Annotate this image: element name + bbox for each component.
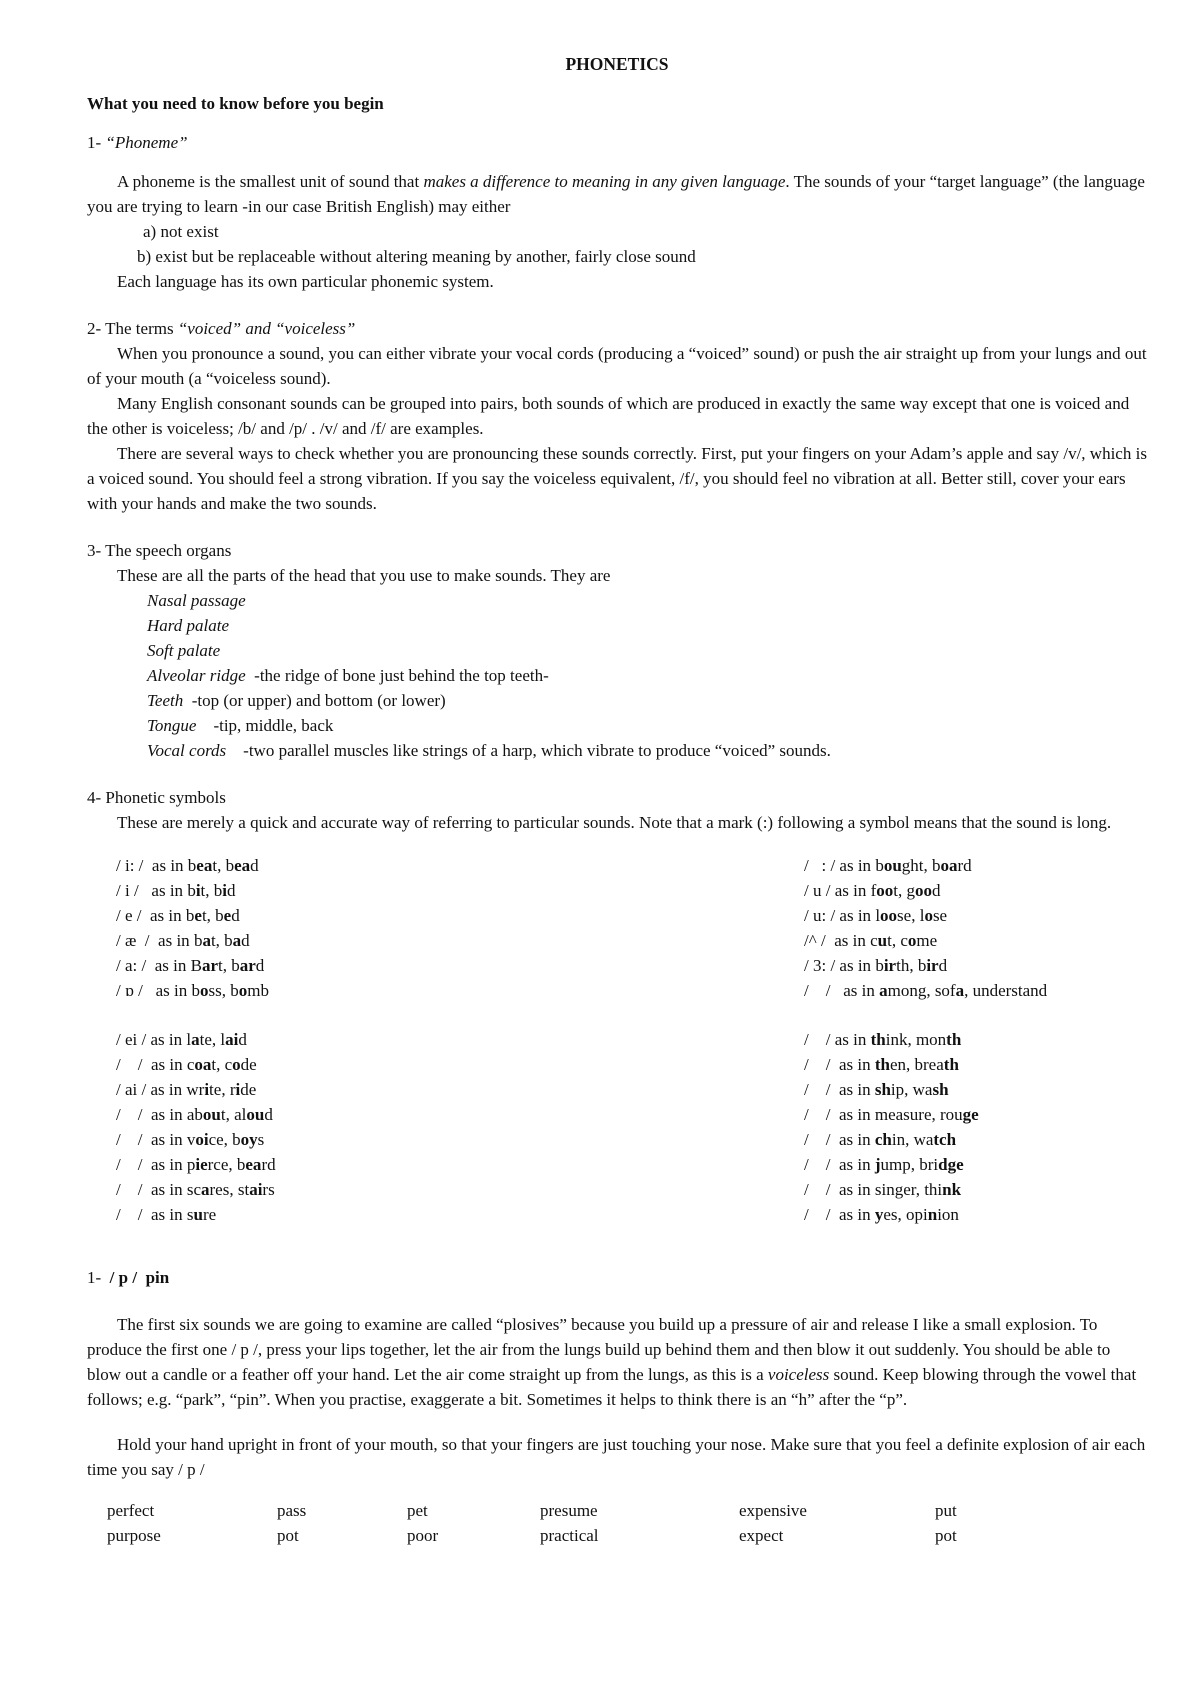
- symbol-row: [804, 953, 1047, 978]
- example-text: wr: [186, 1080, 205, 1099]
- example-text: d: [238, 1030, 247, 1049]
- example-highlight: a: [232, 931, 242, 950]
- example-text: B: [190, 956, 202, 975]
- practice-word: practical: [540, 1526, 599, 1545]
- lesson-number: 1-: [87, 1268, 102, 1287]
- organ-desc: -top (or upper) and bottom (or lower): [183, 691, 446, 710]
- symbol-row: [116, 1202, 276, 1227]
- example-highlight: ou: [202, 1105, 221, 1124]
- example-highlight: ir: [926, 956, 939, 975]
- as-in-label: as in: [830, 981, 880, 1000]
- practice-word: perfect: [107, 1501, 155, 1520]
- symbol-row: [116, 928, 276, 953]
- section-term: “Phoneme”: [105, 133, 188, 152]
- example-text: in, wa: [891, 1130, 934, 1149]
- symbol: / ai /: [116, 1080, 147, 1099]
- practice-word: purpose: [107, 1526, 161, 1545]
- as-in-label: as in: [146, 956, 191, 975]
- example-highlight: oi: [195, 1130, 209, 1149]
- organ-name: Teeth: [147, 691, 184, 710]
- as-in-label: as in: [825, 931, 871, 950]
- symbol: / /: [804, 1080, 831, 1099]
- as-in-label: as in: [142, 1180, 187, 1199]
- as-in-label: as in: [830, 1205, 875, 1224]
- as-in-label: as in: [142, 981, 192, 1000]
- example-highlight: th: [943, 1055, 959, 1074]
- symbol: / /: [804, 1180, 831, 1199]
- example-text: t, b: [210, 931, 233, 950]
- example-text: v: [186, 1130, 196, 1149]
- example-highlight: ge: [962, 1105, 979, 1124]
- symbol-group: [804, 853, 1047, 1003]
- example-text: b: [875, 856, 884, 875]
- example-text: b: [191, 981, 200, 1000]
- as-in-label: as in: [835, 856, 876, 875]
- example-highlight: oa: [940, 856, 958, 875]
- example-text: te, l: [199, 1030, 226, 1049]
- symbol-group: [116, 853, 276, 1003]
- symbol: / /: [116, 1105, 143, 1124]
- example-highlight: u: [193, 1205, 203, 1224]
- lesson-word: pin: [145, 1268, 170, 1287]
- list-item-a: a) not exist: [143, 222, 219, 241]
- example-text: ss, b: [208, 981, 239, 1000]
- example-text: sc: [186, 1180, 202, 1199]
- symbol-row: [116, 953, 276, 978]
- symbol-row: [116, 978, 276, 1003]
- as-in-label: as in: [830, 1055, 875, 1074]
- example-text: re: [202, 1205, 217, 1224]
- practice-word: pot: [277, 1526, 299, 1545]
- practice-word: presume: [540, 1501, 598, 1520]
- symbol: / ɒ /: [116, 981, 143, 1000]
- example-text: se: [932, 906, 948, 925]
- as-in-label: as in: [830, 1080, 875, 1099]
- example-highlight: i: [204, 1080, 210, 1099]
- symbol: / /: [116, 1205, 143, 1224]
- symbol-row: [116, 1177, 276, 1202]
- example-highlight: th: [874, 1055, 890, 1074]
- as-in-label: as in: [830, 1180, 875, 1199]
- example-text: d: [250, 856, 259, 875]
- example-text: th, b: [896, 956, 927, 975]
- example-text: d: [255, 956, 265, 975]
- as-in-label: as in: [830, 1130, 875, 1149]
- speech-organs-list: [87, 588, 1147, 763]
- symbol: / /: [804, 1130, 831, 1149]
- symbol-row: [804, 1177, 1047, 1202]
- symbol-row: [116, 1102, 276, 1127]
- example-text: rce, b: [207, 1155, 246, 1174]
- practice-word: expect: [739, 1526, 784, 1545]
- symbol-row: [804, 1127, 1047, 1152]
- example-text: ght, b: [901, 856, 941, 875]
- example-text: b: [193, 931, 203, 950]
- text-run: A phoneme is the smallest unit of sound that: [117, 172, 424, 191]
- symbol-row: [116, 1077, 276, 1102]
- example-text: s: [257, 1130, 265, 1149]
- example-highlight: oo: [876, 881, 894, 900]
- organ-name: Soft palate: [147, 641, 221, 660]
- symbol-row: [804, 1202, 1047, 1227]
- example-highlight: tch: [933, 1130, 957, 1149]
- example-highlight: o: [199, 981, 209, 1000]
- emphasis: makes a difference to meaning in any given language: [423, 172, 786, 191]
- organ-name: Tongue: [147, 716, 197, 735]
- example-text: s: [186, 1205, 194, 1224]
- as-in-label: as in: [143, 856, 188, 875]
- organ-item: [87, 638, 1147, 663]
- organ-desc: -the ridge of bone just behind the top teeth-: [245, 666, 549, 685]
- organ-name: Nasal passage: [147, 591, 246, 610]
- as-in-label: as in: [142, 1130, 187, 1149]
- example-text: rd: [261, 1155, 276, 1174]
- example-highlight: a: [201, 1180, 210, 1199]
- example-text: t, b: [218, 956, 240, 975]
- example-highlight: j: [874, 1155, 881, 1174]
- practice-word: put: [935, 1501, 957, 1520]
- example-highlight: th: [870, 1030, 886, 1049]
- example-text: de: [240, 1055, 257, 1074]
- example-text: c: [186, 1055, 195, 1074]
- symbol-group: [116, 1027, 276, 1227]
- symbol: / u: /: [804, 906, 836, 925]
- symbol-row: [804, 978, 1047, 1003]
- as-in-label: as in: [138, 881, 188, 900]
- example-text: t, c: [211, 1055, 233, 1074]
- example-text: res, st: [209, 1180, 250, 1199]
- example-highlight: o: [238, 981, 248, 1000]
- document-page: [87, 52, 1147, 1550]
- example-text: b: [875, 956, 884, 975]
- lesson-heading: [87, 1265, 1147, 1290]
- example-highlight: oa: [194, 1055, 212, 1074]
- section-label: Phonetic symbols: [105, 788, 226, 807]
- example-text: me: [916, 931, 938, 950]
- example-highlight: dge: [938, 1155, 964, 1174]
- example-text: se, l: [897, 906, 925, 925]
- as-in-label: as in: [142, 1205, 187, 1224]
- example-text: ce, b: [208, 1130, 241, 1149]
- example-text: ip, wa: [890, 1080, 933, 1099]
- example-text: b: [187, 881, 196, 900]
- example-text: ion: [937, 1205, 959, 1224]
- section-2-paragraph-2: Many English consonant sounds can be grouped into pairs, both sounds of which are produced in exactly the same way except that one is voiced and the other is voiceless; /b/ and /p/ . /v/ and /f/ are examples.: [87, 394, 1130, 438]
- example-highlight: ou: [246, 1105, 265, 1124]
- example-highlight: i: [235, 1080, 241, 1099]
- section-number: 1-: [87, 133, 102, 152]
- as-in-label: as in: [142, 1105, 187, 1124]
- as-in-label: as in: [835, 906, 876, 925]
- symbol: / i: /: [116, 856, 144, 875]
- symbol-row: [116, 853, 276, 878]
- section-number: 2-: [87, 319, 102, 338]
- example-highlight: n: [927, 1205, 938, 1224]
- symbol-row: [804, 928, 1047, 953]
- example-highlight: ea: [196, 856, 213, 875]
- organ-item: [87, 738, 1147, 763]
- example-highlight: a: [955, 981, 965, 1000]
- example-highlight: sh: [932, 1080, 949, 1099]
- section-label: The terms: [105, 319, 178, 338]
- example-text: ab: [186, 1105, 203, 1124]
- example-text: mb: [247, 981, 269, 1000]
- symbol: / i /: [116, 881, 139, 900]
- example-text: t, b: [200, 881, 223, 900]
- example-highlight: ar: [201, 956, 218, 975]
- example-highlight: o: [907, 931, 917, 950]
- example-text: b: [185, 906, 195, 925]
- example-text: d: [932, 881, 941, 900]
- intro-heading: What you need to know before you begin: [87, 94, 384, 113]
- example-text: ink, mon: [885, 1030, 947, 1049]
- organ-name: Hard palate: [147, 616, 230, 635]
- section-3-heading: [87, 538, 1147, 563]
- page-title: PHONETICS: [565, 54, 669, 74]
- example-text: l: [186, 1030, 192, 1049]
- example-text: p: [186, 1155, 196, 1174]
- organ-name: Alveolar ridge: [147, 666, 246, 685]
- symbol-row: [804, 1152, 1047, 1177]
- symbol: / /: [804, 1205, 831, 1224]
- example-text: de: [240, 1080, 257, 1099]
- practice-word: pass: [277, 1501, 307, 1520]
- symbol-row: [804, 1102, 1047, 1127]
- example-highlight: oy: [240, 1130, 258, 1149]
- example-highlight: sh: [874, 1080, 891, 1099]
- example-text: l: [875, 906, 881, 925]
- symbol: / /: [804, 1055, 831, 1074]
- example-text: f: [870, 881, 877, 900]
- example-highlight: o: [232, 1055, 241, 1074]
- example-text: ump, bri: [880, 1155, 939, 1174]
- symbol: / /: [116, 1130, 143, 1149]
- symbol: / ei /: [116, 1030, 147, 1049]
- example-highlight: oo: [880, 906, 898, 925]
- section-1-heading: [87, 130, 1147, 155]
- example-text: t, b: [212, 856, 235, 875]
- practice-word: expensive: [739, 1501, 807, 1520]
- text-run: . The sounds of your “target language” (the language you are trying to learn -in our case British English) may either: [87, 172, 1145, 216]
- lesson-paragraph-1: [87, 1312, 1147, 1412]
- example-text: d: [231, 906, 240, 925]
- list-item-b: b) exist but be replaceable without altering meaning by another, fairly close sound: [137, 247, 696, 266]
- symbol: / /: [804, 1030, 831, 1049]
- example-highlight: i: [195, 881, 201, 900]
- as-in-label: as in: [142, 1055, 187, 1074]
- symbols-column-left: [116, 853, 276, 1227]
- as-in-label: as in: [146, 1080, 187, 1099]
- example-highlight: i: [222, 881, 228, 900]
- text-run: The first six sounds we are going to examine are called “plosives” because you build up a pressure of air and release I like a small explosion. To produce the first one / p /, press your lips together, let the air from the lungs build up behind them and then blow it out suddenly. You should be able to blow out a candle or a feather off your hand. Let the air come straight up from the lungs, as this is a: [87, 1315, 1111, 1384]
- as-in-label: as in: [830, 1030, 871, 1049]
- example-text: d: [264, 1105, 273, 1124]
- example-highlight: e: [194, 906, 202, 925]
- symbol: / : /: [804, 856, 836, 875]
- organ-item: [87, 688, 1147, 713]
- example-highlight: oo: [915, 881, 932, 900]
- section-2-paragraph-1: When you pronounce a sound, you can either vibrate your vocal cords (producing a “voiced” sound) or push the air straight up from your lungs and out of your mouth (a “voiceless sound).: [87, 344, 1147, 388]
- symbol: / u /: [804, 881, 831, 900]
- example-highlight: nk: [942, 1180, 962, 1199]
- example-highlight: a: [202, 931, 211, 950]
- example-text: d: [241, 931, 250, 950]
- symbol-row: [116, 1027, 276, 1052]
- practice-word: pet: [407, 1501, 428, 1520]
- practice-words-table: [87, 1498, 1147, 1550]
- as-in-label: as in: [149, 931, 194, 950]
- example-highlight: ou: [883, 856, 902, 875]
- section-1-paragraph: [87, 169, 1147, 219]
- example-text: , understand: [964, 981, 1048, 1000]
- section-4-intro: These are merely a quick and accurate way of referring to particular sounds. Note that a mark (:) following a symbol means that the sound is long.: [117, 813, 1112, 832]
- example-highlight: u: [877, 931, 888, 950]
- symbol-group: [804, 1027, 1047, 1227]
- example-highlight: ir: [883, 956, 897, 975]
- symbol-row: [804, 853, 1047, 878]
- example-highlight: ie: [195, 1155, 208, 1174]
- section-number: 4-: [87, 788, 102, 807]
- example-text: c: [870, 931, 878, 950]
- symbol: /^ /: [804, 931, 826, 950]
- example-text: d: [938, 956, 948, 975]
- example-text: si: [874, 1180, 887, 1199]
- example-highlight: ai: [225, 1030, 239, 1049]
- example-text: te, r: [209, 1080, 236, 1099]
- section-1-paragraph-2: Each language has its own particular phonemic system.: [117, 272, 494, 291]
- symbol: / 3: /: [804, 956, 836, 975]
- example-text: t, c: [887, 931, 908, 950]
- section-3-intro: These are all the parts of the head that you use to make sounds. They are: [117, 566, 611, 585]
- lesson-symbol: / p /: [109, 1268, 138, 1287]
- organ-name: Vocal cords: [147, 741, 227, 760]
- example-highlight: ea: [245, 1155, 262, 1174]
- symbol-row: [804, 1027, 1047, 1052]
- symbol-row: [804, 1077, 1047, 1102]
- symbol-row: [116, 1052, 276, 1077]
- symbol-row: [804, 878, 1047, 903]
- symbol-row: [116, 1127, 276, 1152]
- symbol: / e /: [116, 906, 142, 925]
- example-highlight: ch: [874, 1130, 892, 1149]
- symbol-row: [804, 1052, 1047, 1077]
- example-text: t, g: [893, 881, 915, 900]
- symbols-column-right: [804, 853, 1047, 1227]
- section-2-heading: [87, 316, 1147, 341]
- organ-item: [87, 663, 1147, 688]
- example-highlight: ea: [234, 856, 251, 875]
- symbol: / /: [116, 1055, 143, 1074]
- example-text: rs: [262, 1180, 275, 1199]
- organ-desc: -tip, middle, back: [196, 716, 334, 735]
- symbol: / /: [804, 1155, 831, 1174]
- as-in-label: as in: [146, 1030, 187, 1049]
- example-highlight: o: [924, 906, 933, 925]
- symbol-row: [116, 903, 276, 928]
- example-text: mong, sof: [887, 981, 956, 1000]
- section-number: 3-: [87, 541, 102, 560]
- example-highlight: ai: [249, 1180, 263, 1199]
- emphasis: voiceless: [767, 1365, 830, 1384]
- example-text: es, opi: [883, 1205, 928, 1224]
- text-run: sound. Keep blowing through the vowel that follows; e.g. “park”, “pin”. When you practise, exaggerate a bit. Sometimes it helps to think there is an “h” after the “p”.: [87, 1365, 1137, 1409]
- organ-item: [87, 588, 1147, 613]
- example-text: b: [187, 856, 197, 875]
- practice-word: poor: [407, 1526, 439, 1545]
- symbol: / /: [116, 1155, 143, 1174]
- as-in-label: as in: [141, 906, 186, 925]
- symbol: / /: [116, 1180, 143, 1199]
- lesson-paragraph-2: Hold your hand upright in front of your mouth, so that your fingers are just touching your nose. Make sure that you feel a definite explosion of air each time you say / p /: [87, 1435, 1146, 1479]
- as-in-label: as in: [142, 1155, 187, 1174]
- example-text: t, al: [220, 1105, 247, 1124]
- as-in-label: as in: [830, 1155, 875, 1174]
- phonetic-symbols-table: [87, 853, 1147, 1245]
- section-term: “voiced” and “voiceless”: [177, 319, 356, 338]
- example-highlight: a: [191, 1030, 200, 1049]
- section-4-heading: [87, 785, 1147, 810]
- organ-desc: -two parallel muscles like strings of a harp, which vibrate to produce “voiced” sounds.: [226, 741, 831, 760]
- example-text: rd: [957, 856, 972, 875]
- example-text: mea: [874, 1105, 904, 1124]
- symbol-row: [116, 1152, 276, 1177]
- symbol-row: [804, 903, 1047, 928]
- example-text: nger, thi: [886, 1180, 943, 1199]
- example-text: d: [227, 881, 236, 900]
- as-in-label: as in: [835, 956, 876, 975]
- example-highlight: th: [946, 1030, 962, 1049]
- symbol: / æ /: [116, 931, 150, 950]
- example-highlight: y: [874, 1205, 884, 1224]
- example-highlight: a: [879, 981, 888, 1000]
- symbol: / a: /: [116, 956, 147, 975]
- as-in-label: as in: [830, 881, 871, 900]
- example-text: sure, rou: [903, 1105, 963, 1124]
- symbol-row: [116, 878, 276, 903]
- example-highlight: e: [223, 906, 232, 925]
- organ-item: [87, 613, 1147, 638]
- symbol: / /: [804, 1105, 831, 1124]
- practice-word: pot: [935, 1526, 957, 1545]
- section-label: The speech organs: [105, 541, 232, 560]
- section-2-paragraph-3: There are several ways to check whether you are pronouncing these sounds correctly. First, put your fingers on your Adam’s apple and say /v/, which is a voiced sound. You should feel a strong vibration. If you say the voiceless equivalent, /f/, you should feel no vibration at all. Better still, cover your ears with your hands and make the two sounds.: [87, 444, 1147, 513]
- example-text: en, brea: [889, 1055, 944, 1074]
- as-in-label: as in: [830, 1105, 875, 1124]
- organ-item: [87, 713, 1147, 738]
- example-highlight: ar: [239, 956, 256, 975]
- example-text: t, b: [201, 906, 224, 925]
- symbol: / /: [804, 981, 831, 1000]
